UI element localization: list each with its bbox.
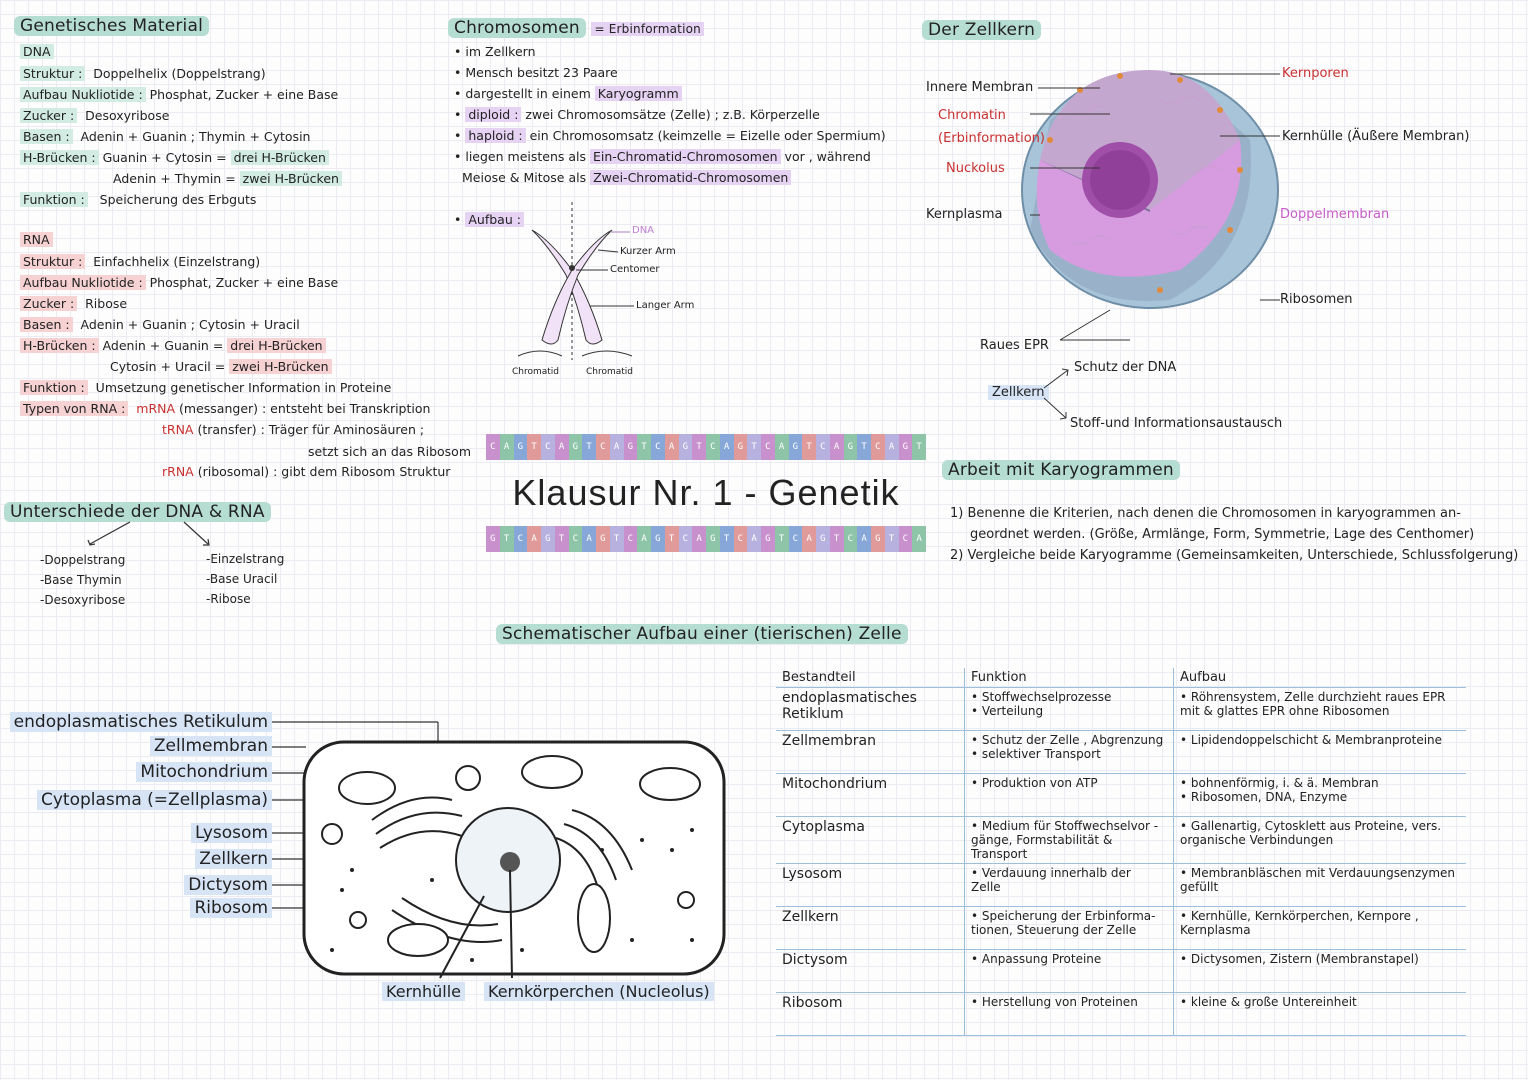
dna-base: A — [555, 434, 569, 460]
table-cell-line — [971, 1009, 1167, 1023]
dna-base: T — [610, 526, 624, 552]
dna-base: A — [885, 434, 899, 460]
unterschiede-arrows — [80, 520, 220, 550]
table-header: Aufbau — [1174, 668, 1467, 688]
dna-base: G — [816, 526, 830, 552]
table-cell-name: Ribosom — [776, 993, 965, 1036]
chromo-chromatid-2: Chromatid — [586, 367, 634, 377]
table-cell-line: mit & glattes EPR ohne Ribosomen — [1180, 704, 1390, 718]
dna-base: G — [706, 526, 720, 552]
dna-base: G — [486, 526, 500, 552]
zellkern-function-stoff: Stoff-und Informationsaustausch — [1070, 416, 1283, 431]
table-cell-name: Mitochondrium — [776, 774, 965, 817]
list-item: -Ribose — [206, 592, 251, 606]
dna-base: T — [665, 526, 679, 552]
cell-label: Mitochondrium — [136, 762, 272, 782]
chromosomen-title: Chromosomen = Erbinformation — [448, 18, 704, 38]
chromo-aufbau: • Aufbau : — [454, 212, 524, 227]
dna-base: T — [527, 434, 541, 460]
label-doppelmembran: Doppelmembran — [1280, 207, 1390, 222]
table-cell-line: • Produktion von ATP — [971, 776, 1098, 790]
dna-base: T — [720, 526, 734, 552]
dna-base: G — [569, 434, 583, 460]
list-item: -Base Uracil — [206, 572, 278, 586]
dna-base: A — [912, 526, 926, 552]
dna-aufbau: Aufbau Nukliotide : Phosphat, Zucker + eine Base — [20, 87, 338, 102]
rna-basen: Basen : Adenin + Guanin ; Cytosin + Uracil — [20, 317, 300, 332]
dna-base: C — [844, 526, 858, 552]
table-cell-line: • Speicherung der Erbinforma- — [971, 909, 1156, 923]
dna-base: G — [514, 434, 528, 460]
table-cell-aufbau — [1174, 817, 1467, 864]
dna-base: T — [747, 434, 761, 460]
table-cell-line: • Lipidendoppelschicht & Membranproteine — [1180, 733, 1443, 747]
table-cell-funktion — [965, 817, 1174, 864]
dna-base: A — [582, 526, 596, 552]
dna-base: C — [569, 526, 583, 552]
dna-base: T — [802, 434, 816, 460]
rna-trna: tRNA (transfer) : Träger für Aminosäuren ; — [162, 422, 425, 437]
dna-base: A — [720, 434, 734, 460]
table-cell-line — [971, 966, 1167, 980]
table-cell-line — [1180, 966, 1460, 980]
dna-base: A — [665, 434, 679, 460]
table-cell-line: • kleine & große Untereinheit — [1180, 995, 1357, 1009]
table-row — [776, 688, 1466, 731]
table-cell-line: • Anpassung Proteine — [971, 952, 1102, 966]
dna-base: A — [830, 434, 844, 460]
chromo-line-5: • haploid : ein Chromosomsatz (keimzelle = Eizelle oder Spermium) — [454, 128, 886, 143]
dna-heading: DNA — [20, 44, 54, 59]
chromo-line-2: • Mensch besitzt 23 Paare — [454, 65, 618, 80]
chromo-line-7: Meiose & Mitose als Zwei-Chromatid-Chromosomen — [462, 170, 791, 185]
rna-typen: Typen von RNA : mRNA (messanger) : entsteht bei Transkription — [20, 401, 430, 416]
table-cell-line: • Verteilung — [971, 704, 1044, 718]
label-kernporen: Kernporen — [1282, 66, 1349, 81]
cell-label: Ribosom — [190, 898, 272, 918]
dna-strip-bottom — [486, 526, 926, 552]
rna-aufbau: Aufbau Nukliotide : Phosphat, Zucker + eine Base — [20, 275, 338, 290]
list-item: -Base Thymin — [40, 573, 122, 587]
label-kernhuelle: Kernhülle (Äußere Membran) — [1282, 129, 1470, 144]
unterschiede-rna-list — [206, 549, 284, 609]
table-cell-aufbau — [1174, 688, 1467, 731]
label-innere-membran: Innere Membran — [926, 80, 1034, 95]
label-nucleolus: Nuckolus — [946, 161, 1005, 176]
rna-zucker: Zucker : Ribose — [20, 296, 127, 311]
table-row — [776, 950, 1466, 993]
cell-labels — [0, 712, 272, 922]
dna-base: T — [582, 434, 596, 460]
table-cell-funktion — [965, 907, 1174, 950]
rna-trna-2: setzt sich an das Ribosom — [308, 444, 472, 459]
rna-funktion: Funktion : Umsetzung genetischer Information in Proteine — [20, 380, 391, 395]
table-cell-line — [1180, 1009, 1460, 1023]
dna-base: G — [871, 526, 885, 552]
zellkern-function-center: Zellkern — [988, 385, 1049, 400]
cell-illustration — [272, 710, 732, 990]
label-erbinformation: (Erbinformation) — [938, 131, 1045, 146]
zellkern-function-schutz: Schutz der DNA — [1074, 360, 1177, 375]
table-cell-line: gefüllt — [1180, 880, 1219, 894]
rna-hbruecken-2: Cytosin + Uracil = zwei H-Brücken — [110, 359, 332, 374]
dna-base: C — [734, 526, 748, 552]
dna-hbruecken-2: Adenin + Thymin = zwei H-Brücken — [113, 171, 342, 186]
table-row — [776, 907, 1466, 950]
zelle-title: Schematischer Aufbau einer (tierischen) Zelle — [496, 624, 908, 644]
dna-base: C — [624, 526, 638, 552]
dna-base: C — [899, 526, 913, 552]
dna-funktion: Funktion : Speicherung des Erbguts — [20, 192, 256, 207]
table-cell-aufbau — [1174, 993, 1467, 1036]
dna-base: G — [541, 526, 555, 552]
label-chromatin: Chromatin — [938, 108, 1006, 123]
dna-base: C — [706, 434, 720, 460]
table-cell-funktion — [965, 864, 1174, 907]
table-row — [776, 993, 1466, 1036]
table-cell-line: • Verdauung innerhalb der — [971, 866, 1131, 880]
rna-struktur: Struktur : Einfachhelix (Einzelstrang) — [20, 254, 260, 269]
table-cell-line: • Herstellung von Proteinen — [971, 995, 1138, 1009]
dna-base: G — [679, 434, 693, 460]
chromo-langer-arm: Langer Arm — [636, 300, 695, 311]
table-cell-line: • Ribosomen, DNA, Enzyme — [1180, 790, 1348, 804]
dna-strip-top — [486, 434, 926, 460]
dna-base: A — [637, 526, 651, 552]
list-item: -Einzelstrang — [206, 552, 285, 566]
title-banner — [486, 434, 926, 554]
table-cell-aufbau — [1174, 950, 1467, 993]
table-cell-line: • Schutz der Zelle , Abgrenzung — [971, 733, 1164, 747]
table-cell-line: Kernplasma — [1180, 923, 1251, 937]
chromo-dna-label: DNA — [632, 225, 655, 236]
table-cell-name: Zellkern — [776, 907, 965, 950]
table-cell-line: organische Verbindungen — [1180, 833, 1334, 847]
table-cell-aufbau — [1174, 907, 1467, 950]
dna-base: A — [747, 526, 761, 552]
dna-zucker: Zucker : Desoxyribose — [20, 108, 169, 123]
table-cell-funktion — [965, 688, 1174, 731]
dna-base: G — [844, 434, 858, 460]
table-cell-line: • Kernhülle, Kernkörperchen, Kernpore , — [1180, 909, 1419, 923]
karyo-title: Arbeit mit Karyogrammen — [942, 460, 1180, 480]
dna-base: G — [761, 526, 775, 552]
table-cell-line: • Röhrensystem, Zelle durchzieht raues EPR — [1180, 690, 1446, 704]
dna-base: C — [651, 434, 665, 460]
dna-base: A — [857, 526, 871, 552]
karyo-question-2: 2) Vergleiche beide Karyogramme (Gemeinsamkeiten, Unterschiede, Schlussfolgerung) — [950, 548, 1519, 563]
dna-base: C — [679, 526, 693, 552]
list-item: -Desoxyribose — [40, 593, 126, 607]
table-cell-line: • bohnenförmig, i. & ä. Membran — [1180, 776, 1379, 790]
dna-base: C — [761, 434, 775, 460]
dna-base: G — [734, 434, 748, 460]
nucleus-leader-lines — [1030, 60, 1290, 360]
table-cell-line: • Dictysomen, Zistern (Membranstapel) — [1180, 952, 1419, 966]
table-cell-aufbau — [1174, 774, 1467, 817]
dna-base: T — [555, 526, 569, 552]
dna-base: G — [624, 434, 638, 460]
table-cell-name: Dictysom — [776, 950, 965, 993]
list-item: -Doppelstrang — [40, 553, 126, 567]
chromo-chromatid-1: Chromatid — [512, 367, 560, 377]
karyo-question-1b: geordnet werden. (Größe, Armlänge, Form, Symmetrie, Lage des Centhomer) — [970, 527, 1475, 542]
dna-base: A — [692, 526, 706, 552]
dna-base: G — [789, 434, 803, 460]
table-row — [776, 774, 1466, 817]
label-raues-epr: Raues EPR — [980, 338, 1049, 353]
dna-base: T — [912, 434, 926, 460]
karyo-question-1: 1) Benenne die Kriterien, nach denen die Chromosomen in karyogrammen an- — [950, 506, 1461, 521]
dna-base: C — [514, 526, 528, 552]
dna-base: G — [596, 526, 610, 552]
dna-base: T — [885, 526, 899, 552]
dna-base: A — [527, 526, 541, 552]
dna-base: C — [486, 434, 500, 460]
table-header-row — [776, 668, 1466, 688]
dna-base: C — [789, 526, 803, 552]
cell-label: Zellmembran — [150, 736, 272, 756]
dna-base: A — [610, 434, 624, 460]
dna-base: C — [596, 434, 610, 460]
dna-base: A — [775, 434, 789, 460]
cell-label: endoplasmatisches Retikulum — [10, 712, 272, 732]
table-cell-line: • selektiver Transport — [971, 747, 1101, 761]
table-cell-name: Cytoplasma — [776, 817, 965, 864]
chromo-line-3: • dargestellt in einem Karyogramm — [454, 86, 682, 101]
dna-base: T — [830, 526, 844, 552]
unterschiede-title: Unterschiede der DNA & RNA — [4, 502, 271, 522]
chromo-line-4: • diploid : zwei Chromosomsätze (Zelle) ; z.B. Körperzelle — [454, 107, 820, 122]
dna-base: C — [871, 434, 885, 460]
table-cell-line: • Gallenartig, Cytosklett aus Proteine, vers. — [1180, 819, 1442, 833]
table-cell-funktion — [965, 950, 1174, 993]
dna-hbruecken: H-Brücken : Guanin + Cytosin = drei H-Brücken — [20, 150, 329, 165]
dna-struktur: Struktur : Doppelhelix (Doppelstrang) — [20, 66, 266, 81]
dna-base: G — [651, 526, 665, 552]
cell-label: Zellkern — [195, 849, 272, 869]
dna-base: A — [500, 434, 514, 460]
dna-base: T — [775, 526, 789, 552]
unterschiede-dna-list — [40, 550, 125, 610]
table-cell-line — [1180, 747, 1460, 761]
cell-label-kernhuelle: Kernhülle — [382, 982, 465, 1001]
cell-label-nucleolus: Kernkörperchen (Nucleolus) — [484, 982, 714, 1001]
table-cell-line: • Membranbläschen mit Verdauungsenzymen — [1180, 866, 1456, 880]
table-cell-name: endoplasmatisches Retiklum — [776, 688, 965, 731]
organelle-table-body — [776, 668, 1466, 1036]
table-cell-aufbau — [1174, 731, 1467, 774]
table-row — [776, 864, 1466, 907]
cell-label: Cytoplasma (=Zellplasma) — [37, 790, 272, 810]
rna-heading: RNA — [20, 232, 53, 247]
label-kernplasma: Kernplasma — [926, 207, 1003, 222]
table-cell-funktion — [965, 731, 1174, 774]
page-title: Klausur Nr. 1 - Genetik — [512, 472, 900, 513]
dna-base: C — [541, 434, 555, 460]
table-cell-line: tionen, Steuerung der Zelle — [971, 923, 1137, 937]
dna-base: T — [692, 434, 706, 460]
zellkern-title: Der Zellkern — [922, 20, 1041, 40]
table-cell-line: • Medium für Stoffwechselvor - — [971, 819, 1159, 833]
table-cell-line — [971, 790, 1167, 804]
rna-hbruecken: H-Brücken : Adenin + Guanin = drei H-Brücken — [20, 338, 326, 353]
organelle-table — [776, 668, 1466, 1036]
chromosome-diagram — [510, 200, 710, 380]
table-cell-line: Zelle — [971, 880, 1001, 894]
dna-base: T — [857, 434, 871, 460]
table-header: Funktion — [965, 668, 1174, 688]
table-row — [776, 731, 1466, 774]
table-cell-line: • Stoffwechselprozesse — [971, 690, 1112, 704]
cell-label: Lysosom — [191, 823, 272, 843]
table-cell-name: Lysosom — [776, 864, 965, 907]
table-header: Bestandteil — [776, 668, 965, 688]
chromo-line-1: • im Zellkern — [454, 44, 536, 59]
dna-base: C — [816, 434, 830, 460]
table-cell-line: gänge, Formstabilität & Transport — [971, 833, 1113, 861]
cell-label: Dictysom — [184, 875, 272, 895]
dna-base: G — [899, 434, 913, 460]
rna-rrna: rRNA (ribosomal) : gibt dem Ribosom Struktur — [162, 464, 451, 479]
dna-base: T — [637, 434, 651, 460]
chromo-centromer: Centomer — [610, 264, 660, 275]
chromo-line-6: • liegen meistens als Ein-Chromatid-Chromosomen vor , während — [454, 149, 871, 164]
dna-base: A — [802, 526, 816, 552]
dna-basen: Basen : Adenin + Guanin ; Thymin + Cytosin — [20, 129, 310, 144]
dna-base: T — [500, 526, 514, 552]
table-cell-funktion — [965, 774, 1174, 817]
table-row — [776, 817, 1466, 864]
chromo-kurzer-arm: Kurzer Arm — [620, 246, 676, 257]
table-cell-funktion — [965, 993, 1174, 1036]
genmat-title: Genetisches Material — [14, 16, 209, 36]
table-cell-aufbau — [1174, 864, 1467, 907]
label-ribosomen: Ribosomen — [1280, 292, 1353, 307]
table-cell-name: Zellmembran — [776, 731, 965, 774]
